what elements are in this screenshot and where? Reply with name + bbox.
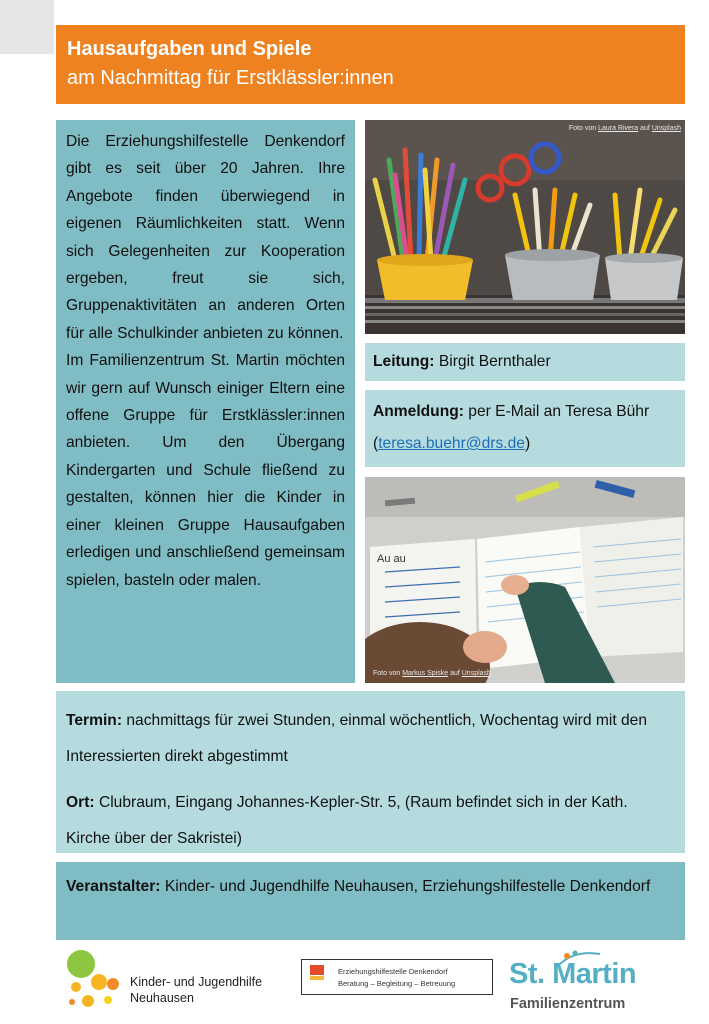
- veranstalter-box: [56, 862, 685, 940]
- ehs-logo-line2: Beratung – Begleitung – Betreuung: [338, 979, 456, 988]
- photo1-credit: [569, 125, 681, 132]
- corner-tab: [0, 0, 54, 54]
- ort-label: Ort:: [66, 794, 95, 811]
- kjh-logo: [62, 946, 292, 1016]
- ehs-logo-flag-icon: [310, 965, 324, 975]
- stmartin-name: St. Martin: [509, 958, 637, 990]
- homework-illustration: [365, 477, 685, 683]
- ehs-logo-line1: Erziehungshilfestelle Denkendorf: [338, 967, 448, 976]
- kjh-logo-dots-icon: [62, 946, 126, 1016]
- ehs-logo-flag-stripe: [310, 976, 324, 980]
- intro-paragraph-1: Die Erziehungshilfestelle Denkendorf gibt es seit über 20 Jahren. Ihre Angebote finden überwiegend in eigenen Räumlichkeiten statt. Wenn sich Gelegenheiten zur Kooperation ergeben, freut sie sich, Gruppenaktivitäten an anderen Orten für alle Schulkinder anbieten zu können.: [66, 133, 345, 342]
- leitung-label: Leitung:: [373, 353, 435, 370]
- anmeldung-value: per E-Mail an Teresa Bühr (: [373, 403, 650, 452]
- kjh-logo-line1: Kinder- und Jugendhilfe: [130, 975, 263, 989]
- page-title: Hausaufgaben und Spiele: [67, 38, 312, 60]
- email-link[interactable]: teresa.buehr@drs.de: [378, 435, 525, 452]
- photo2-credit: [373, 670, 491, 677]
- termin-row: [66, 703, 675, 775]
- page-subtitle: am Nachmittag für Erstklässler:innen: [67, 67, 394, 89]
- termin-label: Termin:: [66, 712, 123, 729]
- stmartin-subtitle: Familienzentrum: [510, 996, 626, 1012]
- anmeldung-label: Anmeldung:: [373, 403, 464, 420]
- credit-mid: auf: [450, 670, 460, 677]
- credit-prefix: Foto von: [373, 670, 401, 677]
- credit-prefix: Foto von: [568, 125, 597, 132]
- anmeldung-box: [365, 390, 685, 467]
- pencils-illustration: [365, 120, 685, 334]
- leitung-box: [365, 343, 685, 381]
- leitung-value: Birgit Bernthaler: [438, 353, 551, 370]
- ort-value: Clubraum, Eingang Johannes-Kepler-Str. 5, (Raum befindet sich in der Kath. Kirche über der Sakristei): [66, 794, 628, 847]
- stmartin-logo: [505, 948, 645, 1016]
- credit-author-link[interactable]: Laura Rivera: [598, 125, 639, 132]
- intro-box: [56, 120, 355, 683]
- veranstalter-value: Kinder- und Jugendhilfe Neuhausen, Erziehungshilfestelle Denkendorf: [164, 878, 651, 895]
- termin-value: nachmittags für zwei Stunden, einmal wöchentlich, Wochentag wird mit den Interessierten direkt abgestimmt: [66, 712, 648, 765]
- veranstalter-label: Veranstalter:: [66, 878, 161, 895]
- credit-author-link[interactable]: Markus Spiske: [402, 670, 449, 677]
- credit-site-link[interactable]: Unsplash: [651, 125, 681, 132]
- pencils-photo: [365, 120, 685, 334]
- header-banner: [56, 25, 685, 104]
- ehs-logo: [301, 959, 493, 995]
- anmeldung-close: ): [524, 435, 531, 452]
- credit-mid: auf: [640, 125, 650, 132]
- kjh-logo-line2: Neuhausen: [130, 991, 194, 1005]
- homework-photo: [365, 477, 685, 683]
- termin-box: [56, 691, 685, 853]
- ort-row: [66, 785, 675, 857]
- notebook-scribble: Au au: [377, 553, 406, 565]
- intro-paragraph-2: Im Familienzentrum St. Martin möchten wir gern auf Wunsch einiger Eltern eine offene Gruppe für Erstklässler:innen anbieten. Um den Übergang Kindergarten und Schule fließend zu gestalten, können hier die Kinder in einer kleinen Gruppe Hausaufgaben erledigen und anschließend gemeinsam spielen, basteln oder malen.: [66, 352, 345, 589]
- credit-site-link[interactable]: Unsplash: [461, 670, 491, 677]
